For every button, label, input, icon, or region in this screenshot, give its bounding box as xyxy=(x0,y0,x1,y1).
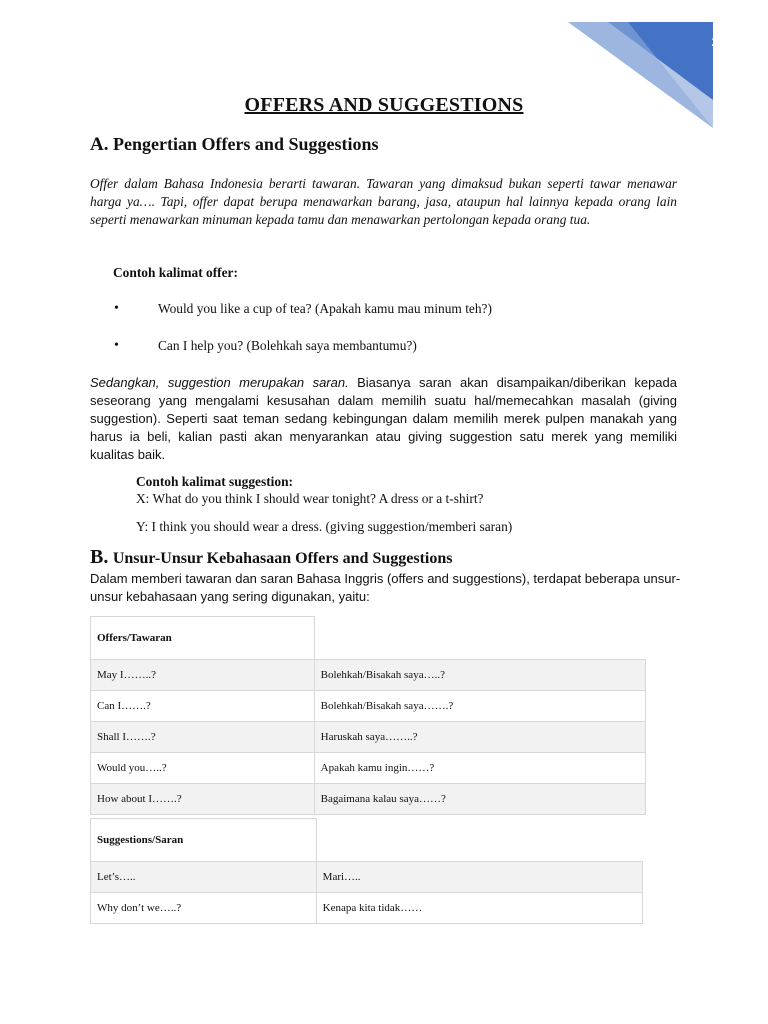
offer-phrase: Would you…..? xyxy=(91,753,315,784)
section-b-letter: B. xyxy=(90,546,109,568)
offer-translation: Bolehkah/Bisakah saya…….? xyxy=(314,691,645,722)
offer-phrase: Can I…….? xyxy=(91,691,315,722)
offers-table-header-row xyxy=(91,617,646,660)
corner-decoration xyxy=(568,0,768,140)
table-row xyxy=(91,753,646,784)
suggestion-definition-rest: Biasanya saran akan disampaikan/diberikan kepada seseorang yang mengalami kesusahan dalam memilih suatu hal/memecahkan masalah (giving suggestion). Seperti saat teman sedang kebingungan dalam memilih merek pulpen manakah yang harus ia beli, kalian pasti akan menyarankan atau giving suggestion satu merek yang memiliki kualitas baik. xyxy=(90,375,677,462)
suggestion-translation: Mari….. xyxy=(316,862,642,893)
section-b-paragraph: Dalam memberi tawaran dan saran Bahasa Inggris (offers and suggestions), terdapat beberapa unsur-unsur kebahasaan yang sering digunakan, yaitu: xyxy=(90,571,681,604)
table-row xyxy=(91,691,646,722)
suggestion-example-x: X: What do you think I should wear tonight? A dress or a t-shirt? xyxy=(136,491,484,506)
section-a-heading xyxy=(90,134,378,156)
offer-phrase: How about I…….? xyxy=(91,784,315,815)
suggestion-phrase: Let’s….. xyxy=(91,862,317,893)
offer-phrase: Shall I…….? xyxy=(91,722,315,753)
section-a-letter: A. xyxy=(90,134,109,155)
section-a-title: Pengertian Offers and Suggestions xyxy=(112,134,379,154)
offer-example-text: Can I help you? (Bolehkah saya membantumu?) xyxy=(158,338,417,353)
table-row xyxy=(91,784,646,815)
offer-examples-label: Contoh kalimat offer: xyxy=(113,265,238,280)
suggestion-definition-italic: Sedangkan, suggestion merupakan saran. xyxy=(90,375,349,390)
table-row xyxy=(91,722,646,753)
suggestion-translation: Kenapa kita tidak…… xyxy=(316,893,642,924)
offers-table-header: Offers/Tawaran xyxy=(91,617,315,660)
offer-translation: Haruskah saya……..? xyxy=(314,722,645,753)
offers-table-header-blank xyxy=(314,617,645,660)
table-row xyxy=(91,660,646,691)
offer-example-text: Would you like a cup of tea? (Apakah kamu mau minum teh?) xyxy=(158,301,492,316)
offer-definition-paragraph: Offer dalam Bahasa Indonesia berarti tawaran. Tawaran yang dimaksud bukan seperti tawar menawar harga ya…. Tapi, offer dapat berupa menawarkan barang, jasa, ataupun hal lainnya kepada orang lain seperti menawarkan minuman kepada tamu dan menawarkan pertolongan kepada orang tua. xyxy=(90,176,677,227)
offer-translation: Bagaimana kalau saya……? xyxy=(314,784,645,815)
suggestion-example-y: Y: I think you should wear a dress. (giving suggestion/memberi saran) xyxy=(136,519,513,534)
table-row xyxy=(91,893,643,924)
suggestion-examples-label: Contoh kalimat suggestion: xyxy=(136,474,293,489)
suggestions-table-header-row xyxy=(91,819,643,862)
suggestion-phrase: Why don’t we…..? xyxy=(91,893,317,924)
offer-translation: Apakah kamu ingin……? xyxy=(314,753,645,784)
suggestion-definition-paragraph xyxy=(90,374,677,464)
page-number: 2 xyxy=(711,35,718,49)
table-row xyxy=(91,862,643,893)
page-title: OFFERS AND SUGGESTIONS xyxy=(244,94,524,116)
offer-translation: Bolehkah/Bisakah saya…..? xyxy=(314,660,645,691)
offer-phrase: May I……..? xyxy=(91,660,315,691)
offers-table xyxy=(90,616,646,815)
section-b-title: Unsur-Unsur Kebahasaan Offers and Suggestions xyxy=(112,550,453,567)
suggestions-table xyxy=(90,818,643,924)
suggestions-table-header: Suggestions/Saran xyxy=(91,819,317,862)
suggestions-table-header-blank xyxy=(316,819,642,862)
section-b-heading xyxy=(90,546,452,569)
